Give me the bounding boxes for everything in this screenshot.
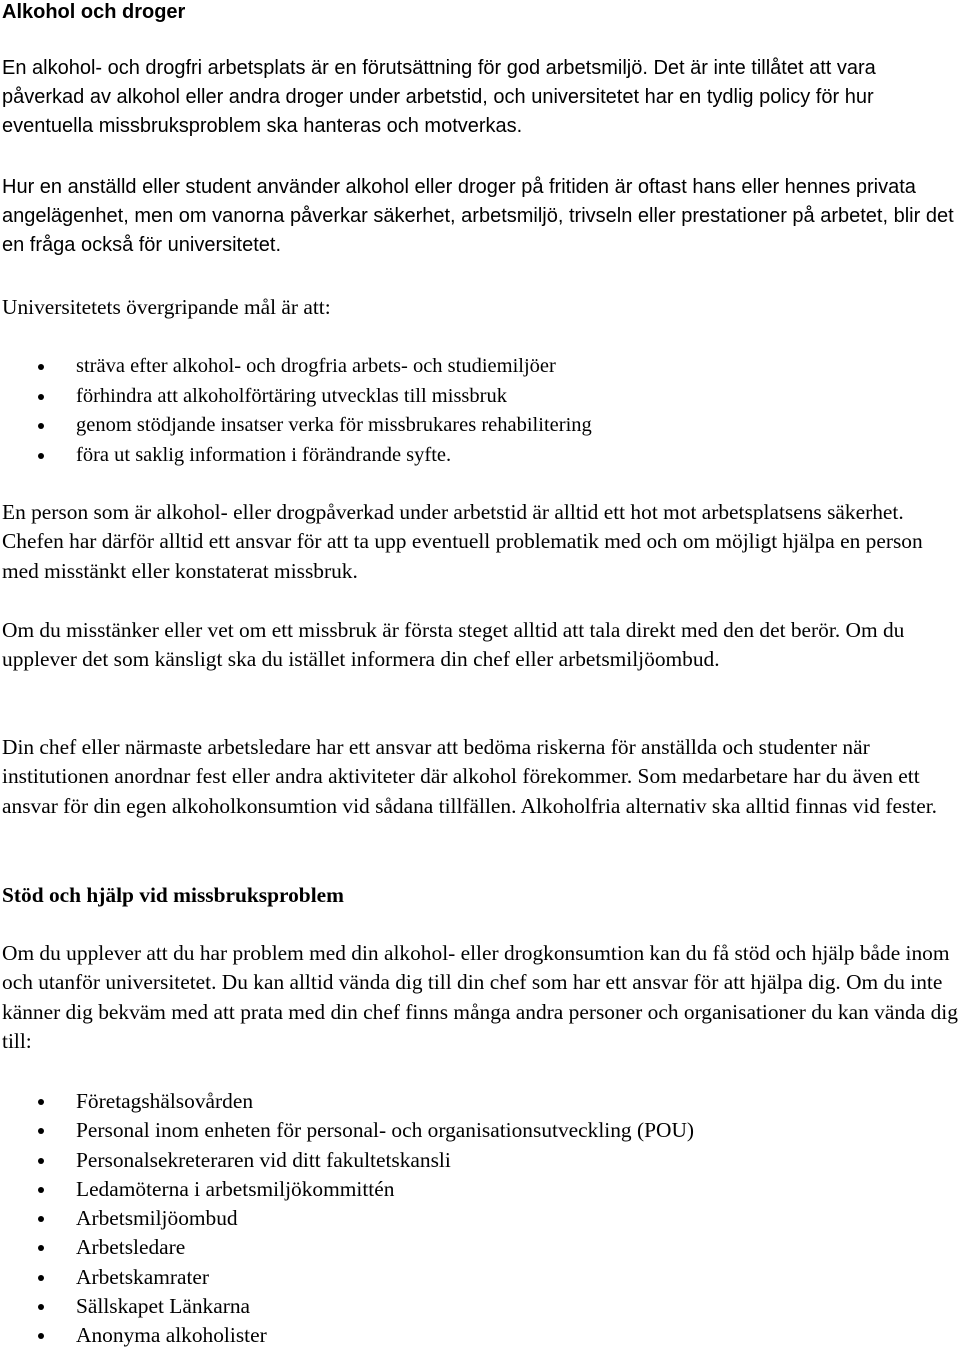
bullet-icon	[38, 1275, 44, 1281]
list-item	[2, 441, 958, 471]
list-item	[2, 411, 958, 441]
list-item	[2, 1175, 958, 1204]
list-item	[2, 1146, 958, 1175]
bullet-icon	[38, 1099, 44, 1105]
bullet-icon	[38, 394, 44, 400]
leisure-paragraph: Hur en anställd eller student använder alkohol eller droger på fritiden är oftast hans eller hennes privata angelägenhet, men om vanorna påverkar säkerhet, arbetsmiljö, trivseln eller prestationer på arbetet, blir det en fråga också för universitetet.	[2, 176, 954, 256]
manager-paragraph: En person som är alkohol- eller drogpåverkad under arbetstid är alltid ett hot mot arbetsplatsens säkerhet. Chefen har därför alltid ett ansvar för att ta upp eventuell problematik med och om möjligt hjälpa en person med misstänkt eller konstaterat missbruk.	[2, 500, 923, 583]
goal-text: föra ut saklig information i förändrande syfte.	[76, 443, 452, 466]
bullet-icon	[38, 1128, 44, 1134]
bullet-icon	[38, 1187, 44, 1193]
list-item	[2, 352, 958, 382]
goals-intro: Universitetets övergripande mål är att:	[2, 295, 331, 319]
bullet-icon	[38, 423, 44, 429]
list-item	[2, 1087, 958, 1116]
contact-text: Personalsekreteraren vid ditt fakultetskansli	[76, 1147, 451, 1172]
goals-list	[2, 352, 958, 470]
contact-text: Arbetsledare	[76, 1235, 186, 1260]
bullet-icon	[38, 1216, 44, 1222]
section-heading: Stöd och hjälp vid missbruksproblem	[2, 883, 344, 907]
contact-text: Arbetskamrater	[76, 1264, 210, 1289]
contact-text: Sällskapet Länkarna	[76, 1294, 251, 1319]
intro-paragraph: En alkohol- och drogfri arbetsplats är en förutsättning för god arbetsmiljö. Det är inte tillåtet att vara påverkad av alkohol eller andra droger under arbetstid, och universitetet har en tydlig policy för hur eventuella missbruksproblem ska hanteras och motverkas.	[2, 57, 876, 137]
contact-text: Ledamöterna i arbetsmiljökommittén	[76, 1176, 395, 1201]
party-paragraph: Din chef eller närmaste arbetsledare har ett ansvar att bedöma riskerna för anställda och studenter när institutionen anordnar fest eller andra aktiviteter där alkohol förekommer. Som medarbetare har du även ett ansvar för din egen alkoholkonsumtion vid sådana tillfällen. Alkoholfria alternativ ska alltid finnas vid fester.	[2, 735, 938, 818]
list-item	[2, 1233, 958, 1262]
goal-text: genom stödjande insatser verka för missbrukares rehabilitering	[76, 414, 592, 437]
bullet-icon	[38, 453, 44, 459]
bullet-icon	[38, 364, 44, 370]
suspicion-paragraph: Om du misstänker eller vet om ett missbruk är första steget alltid att tala direkt med den det berör. Om du upplever det som känsligt ska du istället informera din chef eller arbetsmiljöombud.	[2, 618, 905, 672]
list-item	[2, 1263, 958, 1292]
bullet-icon	[38, 1333, 44, 1339]
goal-text: sträva efter alkohol- och drogfria arbets- och studiemiljöer	[76, 355, 556, 377]
bullet-icon	[38, 1158, 44, 1164]
contacts-list	[2, 1087, 958, 1351]
list-item	[2, 1116, 958, 1145]
contact-text: Personal inom enheten för personal- och organisationsutveckling (POU)	[76, 1118, 695, 1143]
page-title: Alkohol och droger	[2, 1, 186, 23]
list-item	[2, 1321, 958, 1350]
goal-text: förhindra att alkoholförtäring utvecklas till missbruk	[76, 384, 507, 407]
list-item	[2, 1204, 958, 1233]
contact-text: Anonyma alkoholister	[76, 1323, 267, 1348]
support-paragraph: Om du upplever att du har problem med din alkohol- eller drogkonsumtion kan du få stöd och hjälp både inom och utanför universitetet. Du kan alltid vända dig till din chef som har ett ansvar för att hjälpa dig. Om du inte känner dig bekväm med att prata med din chef finns många andra personer och organisationer du kan vända dig till:	[2, 941, 958, 1053]
list-item	[2, 1292, 958, 1321]
bullet-icon	[38, 1304, 44, 1310]
bullet-icon	[38, 1245, 44, 1251]
list-item	[2, 382, 958, 412]
contact-text: Arbetsmiljöombud	[76, 1206, 238, 1231]
contact-text: Företagshälsovården	[76, 1089, 254, 1113]
